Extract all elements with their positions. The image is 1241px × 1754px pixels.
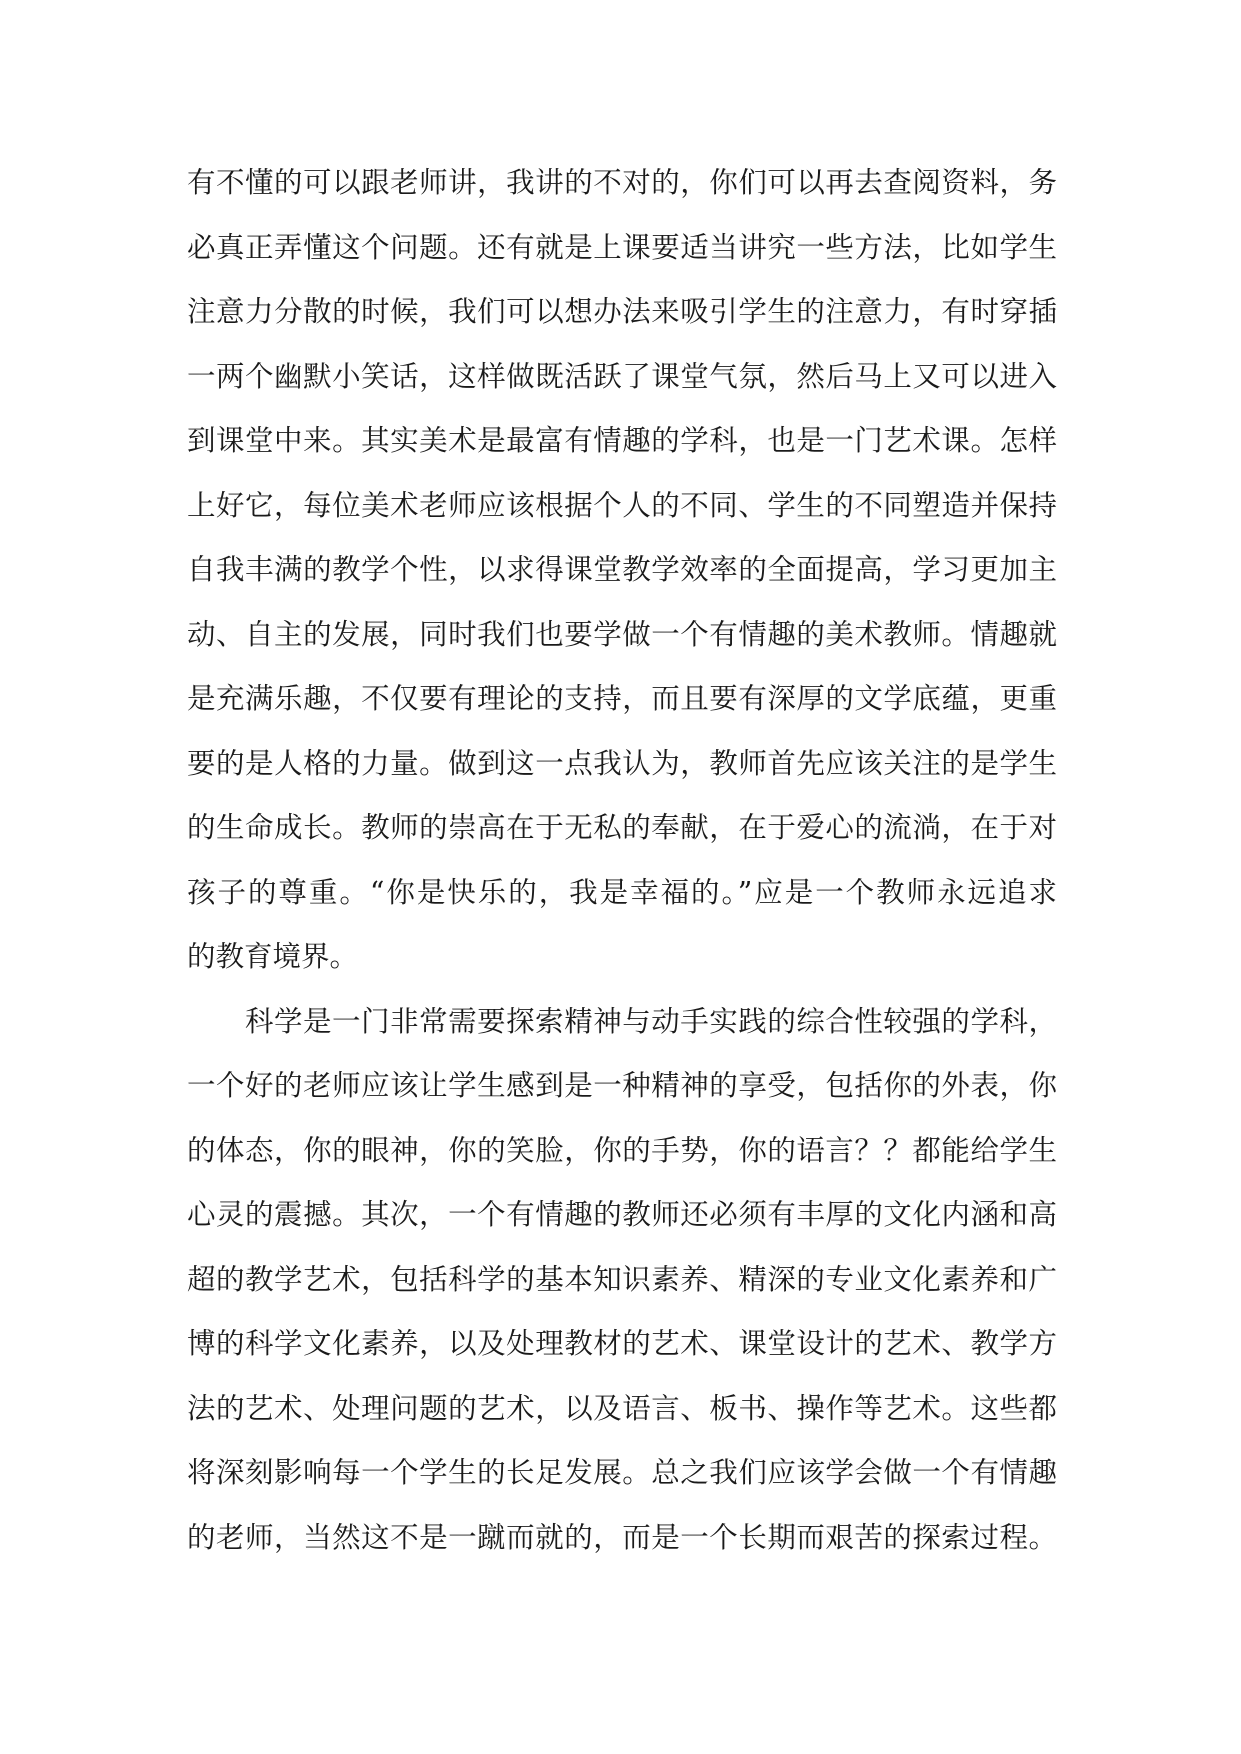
text-line: 注意力分散的时候，我们可以想办法来吸引学生的注意力，有时穿插 [187, 295, 1057, 328]
text-line: 动、自主的发展，同时我们也要学做一个有情趣的美术教师。情趣就 [187, 617, 1057, 651]
text-line: 必真正弄懂这个问题。还有就是上课要适当讲究一些方法，比如学生 [187, 230, 1057, 264]
text-line: 心灵的震撼。其次，一个有情趣的教师还必须有丰厚的文化内涵和高 [187, 1198, 1057, 1231]
paragraph-first-line: 科学是一门非常需要探索精神与动手实践的综合性较强的学科， [245, 1004, 1057, 1038]
text-line: 孩子的尊重。“你是快乐的，我是幸福的。”应是一个教师永远追求 [187, 875, 1057, 909]
text-line: 的教育境界。 [187, 940, 359, 973]
text-line: 博的科学文化素养，以及处理教材的艺术、课堂设计的艺术、教学方 [187, 1327, 1057, 1360]
text-line: 是充满乐趣，不仅要有理论的支持，而且要有深厚的文学底蕴，更重 [187, 682, 1057, 715]
text-line: 法的艺术、处理问题的艺术，以及语言、板书、操作等艺术。这些都 [187, 1391, 1057, 1425]
text-line: 上好它，每位美术老师应该根据个人的不同、学生的不同塑造并保持 [187, 488, 1057, 522]
text-line: 的体态，你的眼神，你的笑脸，你的手势，你的语言？？都能给学生 [187, 1133, 1057, 1167]
text-line: 的生命成长。教师的崇高在于无私的奉献，在于爱心的流淌，在于对 [187, 811, 1057, 844]
text-line: 自我丰满的教学个性，以求得课堂教学效率的全面提高，学习更加主 [187, 553, 1057, 586]
text-line: 一个好的老师应该让学生感到是一种精神的享受，包括你的外表，你 [187, 1069, 1057, 1102]
text-line: 一两个幽默小笑话，这样做既活跃了课堂气氛，然后马上又可以进入 [187, 359, 1057, 393]
text-line: 有不懂的可以跟老师讲，我讲的不对的，你们可以再去查阅资料，务 [187, 166, 1057, 199]
text-line: 将深刻影响每一个学生的长足发展。总之我们应该学会做一个有情趣 [187, 1456, 1057, 1489]
text-line: 的老师，当然这不是一蹴而就的，而是一个长期而艰苦的探索过程。 [187, 1520, 1057, 1554]
text-line: 到课堂中来。其实美术是最富有情趣的学科，也是一门艺术课。怎样 [187, 424, 1057, 457]
text-line: 要的是人格的力量。做到这一点我认为，教师首先应该关注的是学生 [187, 746, 1057, 780]
text-line: 超的教学艺术，包括科学的基本知识素养、精深的专业文化素养和广 [187, 1262, 1057, 1296]
